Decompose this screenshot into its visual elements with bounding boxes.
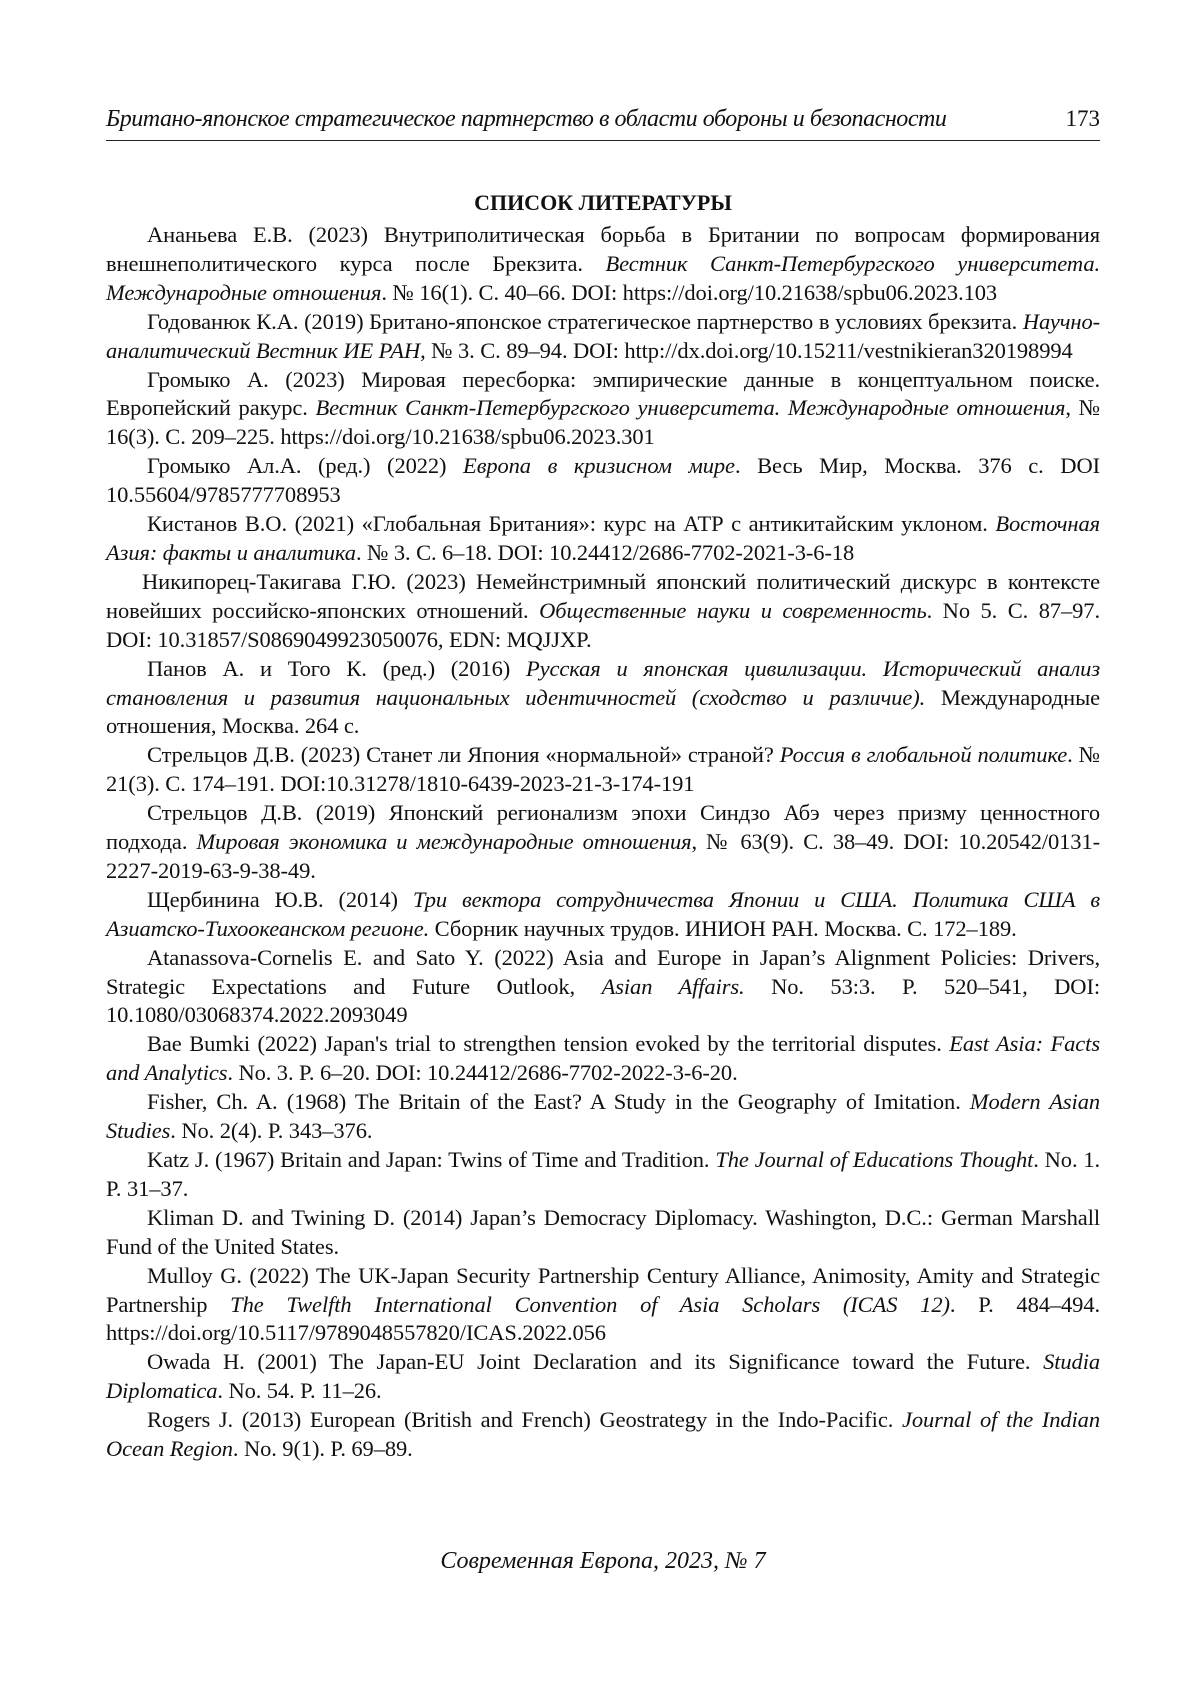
reference-item: Bae Bumki (2022) Japan's trial to strengthen tension evoked by the territorial disputes. East Asia: Facts and Analytics. No. 3. P. 6–20. DOI: 10.24412/2686-7702-2022-3-6-20. [106, 1031, 1100, 1086]
reference-list [106, 221, 1100, 1464]
reference-item: Atanassova-Cornelis E. and Sato Y. (2022) Asia and Europe in Japan’s Alignment Policies: Drivers, Strategic Expectations and Future Outlook, Asian Affairs. No. 53:3. P. 520–541, DOI: 10.1080/03068374.2022.2093049 [106, 944, 1100, 1028]
reference-item: Fisher, Ch. A. (1968) The Britain of the East? A Study in the Geography of Imitation. Modern Asian Studies. No. 2(4). P. 343–376. [106, 1089, 1100, 1144]
running-title: Британо-японское стратегическое партнерство в области обороны и безопасности [106, 106, 947, 132]
section-title: СПИСОК ЛИТЕРАТУРЫ [474, 190, 732, 215]
page-number: 173 [1065, 106, 1100, 131]
running-header [106, 104, 1100, 134]
reference-item: Щербинина Ю.В. (2014) Три вектора сотрудничества Японии и США. Политика США в Азиатско-Тихоокеанском регионе. Сборник научных трудов. ИНИОН РАН. Москва. С. 172–189. [106, 886, 1100, 941]
reference-item: Громыко Ал.А. (ред.) (2022) Европа в кризисном мире. Весь Мир, Москва. 376 с. DOI 10.55604/9785777708953 [106, 453, 1101, 508]
reference-item: Годованюк К.А. (2019) Британо-японское стратегическое партнерство в условиях брекзита. Научно-аналитический Вестник ИЕ РАН, № 3. С. 89–94. DOI: http://dx.doi.org/10.15211/vestnikieran320198994 [106, 308, 1100, 363]
reference-item: Никипорец-Такигава Г.Ю. (2023) Немейнстримный японский политический дискурс в контексте новейших российско-японских отношений. Общественные науки и современность. No 5. С. 87–97. DOI: 10.31857/S0869049923050076, EDN: MQJJXP. [106, 568, 1100, 652]
reference-item: Стрельцов Д.В. (2019) Японский регионализм эпохи Синдзо Абэ через призму ценностного подхода. Мировая экономика и международные отношения, № 63(9). С. 38–49. DOI: 10.20542/0131-2227-2019-63-9-38-49. [106, 800, 1100, 883]
reference-item: Ананьева Е.В. (2023) Внутриполитическая борьба в Британии по вопросам формирования внешнеполитического курса после Брекзита. Вестник Санкт-Петербургского университета. Международные отношения. № 16(1). С. 40–66. DOI: https://doi.org/10.21638/spbu06.2023.103 [106, 222, 1100, 305]
header-rule [106, 140, 1100, 141]
reference-item: Mulloy G. (2022) The UK-Japan Security Partnership Century Alliance, Animosity, Amity and Strategic Partnership The Twelfth International Convention of Asia Scholars (ICAS 12). P. 484–494. https://doi.org/10.5117/9789048557820/ICAS.2022.056 [106, 1262, 1100, 1346]
reference-item: Owada H. (2001) The Japan-EU Joint Declaration and its Significance toward the Future. Studia Diplomatica. No. 54. P. 11–26. [106, 1349, 1100, 1404]
reference-item: Стрельцов Д.В. (2023) Станет ли Япония «нормальной» страной? Россия в глобальной политике. № 21(3). С. 174–191. DOI:10.31278/1810-6439-2023-21-3-174-191 [106, 742, 1100, 797]
reference-item: Кистанов В.О. (2021) «Глобальная Британия»: курс на АТР с антикитайским уклоном. Восточная Азия: факты и аналитика. № 3. С. 6–18. DOI: 10.24412/2686-7702-2021-3-6-18 [106, 511, 1100, 565]
reference-item: Панов А. и Того К. (ред.) (2016) Русская и японская цивилизации. Исторический анализ становления и развития национальных идентичностей (сходство и различие). Международные отношения, Москва. 264 с. [106, 655, 1101, 739]
journal-footer: Современная Европа, 2023, № 7 [440, 1548, 766, 1574]
reference-item: Rogers J. (2013) European (British and French) Geostrategy in the Indo-Pacific. Journal of the Indian Ocean Region. No. 9(1). P. 69–89. [106, 1407, 1100, 1462]
reference-item: Katz J. (1967) Britain and Japan: Twins of Time and Tradition. The Journal of Educations Thought. No. 1. P. 31–37. [106, 1147, 1100, 1201]
reference-item: Kliman D. and Twining D. (2014) Japan’s Democracy Diplomacy. Washington, D.C.: German Marshall Fund of the United States. [106, 1204, 1100, 1259]
reference-item: Громыко А. (2023) Мировая пересборка: эмпирические данные в концептуальном поиске. Европейский ракурс. Вестник Санкт-Петербургского университета. Международные отношения, № 16(3). С. 209–225. https://doi.org/10.21638/spbu06.2023.301 [106, 366, 1100, 450]
